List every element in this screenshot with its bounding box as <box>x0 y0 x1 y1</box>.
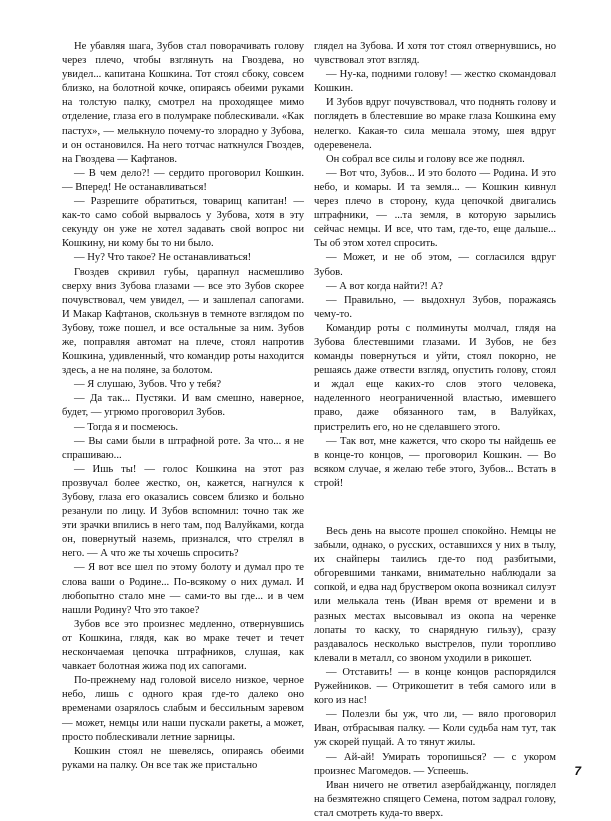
paragraph: Иван ничего не ответил азербайджанцу, поглядел на безмятежно спящего Семена, потом задрал голову, стал смотреть куда-то вверх. <box>314 779 556 819</box>
paragraph: Не убавляя шага, Зубов стал поворачивать голову через плечо, чтобы взглянуть на Гвоздева, но увидел... капитана Кошкина. Тот стоял сбоку, совсем близко, на болотной кочке, опираясь обеими руками на толстую палку, смотрел на проходящее мимо отделение, глаза его в полумраке поблескивали. «Как пастух», — мелькнуло почему-то злорадно у Зубова, и он остановился. На него тотчас наткнулся Гвоздев, на Гвоздева — Кафтанов. <box>62 41 304 165</box>
paragraph: — А вот когда найти?! А? <box>326 280 443 292</box>
paragraph: Командир роты с полминуты молчал, глядя на Зубова блестевшими глазами. И Зубов, не без команды повернуться и уйти, стоял покорно, не решаясь даже отвести взгляд, опустить голову, стоял и ждал еще каких-то слов этого человека, наделенного неограниченной властью, имевшего право, даже обязанного там, в Валуйках, пристрелить его, но не сделавшего этого. <box>314 322 556 433</box>
paragraph: — Тогда я и посмеюсь. <box>74 421 179 433</box>
paragraph: Он собрал все силы и голову все же поднял. <box>326 153 525 165</box>
paragraph: — Полезли бы уж, что ли, — вяло проговорил Иван, отбрасывая палку. — Коли судьба нам тут, так уж скорей пущай. А то тянут жилы. <box>314 709 556 749</box>
paragraph: — Так вот, мне кажется, что скоро ты найдешь ее в конце-то концов, — проговорил Кошкин. — Во всяком случае, я желаю тебе этого, Зубов... Встать в строй! <box>314 435 556 489</box>
paragraph: — Я вот все шел по этому болоту и думал про те слова ваши о Родине... По-всякому о них думал. И любопытно стало мне — сами-то вы где... и в чем нашли Родину? Что это такое? <box>62 562 304 616</box>
paragraph: — Правильно, — выдохнул Зубов, поражаясь чему-то. <box>314 294 556 320</box>
paragraph: — Вы сами были в штрафной роте. За что... я не спрашиваю... <box>62 435 304 461</box>
paragraph: Гвоздев скривил губы, царапнул насмешливо сверху вниз Зубова глазами — все это Зубов скорее почувствовал, чем увидел, — и зашлепал сапогами. И Макар Кафтанов, скользнув в темноте взглядом по Зубову, тоже пошел, и все остальные за ним. Зубов же, поправляя автомат на плече, стоял напротив Кошкина, удивленный, что командир роты находится здесь, а не на поляне, за болотом. <box>62 266 304 377</box>
paragraph: — Вот что, Зубов... И это болото — Родина. И это небо, и комары. И та земля... — Кошкин кивнул через плечо в сторону, куда цепочкой двигались штрафники, — ...та земля, в которую зарылись сейчас немцы. И все, что там, где-то, еще дальше... Ты об этом хотел спросить. <box>314 167 556 250</box>
paragraph: По-прежнему над головой висело низкое, черное небо, лишь с одного края где-то далеко оно временами озарялось слабым и бессильным заревом — может, немцы или наши пускали ракеты, а может, просто поблескивали летние зарницы. <box>62 675 304 743</box>
paragraph: — Может, и не об этом, — согласился вдруг Зубов. <box>314 252 556 278</box>
paragraph: — Да так... Пустяки. И вам смешно, наверное, будет, — угрюмо проговорил Зубов. <box>62 393 304 419</box>
left-column <box>62 40 304 773</box>
paragraph: Весь день на высоте прошел спокойно. Немцы не забыли, однако, о русских, оставшихся у них в тылу, их снайперы таились где-то под разбитыми, обгоревшими танками, внимательно наблюдали за сопкой, и едва над бруствером окопа возникал силуэт или мелькала тень (Иван время от времени и в разных местах высовывал из окопа на черенке лопаты то каску, то снарядную гильзу), сразу раздавалось несколько выстрелов, пули торопливо клевали в металл, со звоном уходили в рикошет. <box>314 526 556 664</box>
page-number: 7 <box>574 764 581 778</box>
paragraph: — В чем дело?! — сердито проговорил Кошкин. — Вперед! Не останавливаться! <box>62 167 304 193</box>
paragraph: — Ишь ты! — голос Кошкина на этот раз прозвучал более жестко, он, кажется, нагнулся к Зубову, глаза его оказались совсем близко и больно резанули по лицу. И Зубов вспомнил: точно так же эти зрачки впились в него там, под Валуйками, когда он, повернутый наземь, признался, что стрелял в него. — А что же ты хочешь спросить? <box>62 463 304 560</box>
paragraph: — Ну? Что такое? Не останавливаться! <box>74 252 252 264</box>
right-column <box>314 40 556 821</box>
section-break <box>314 491 556 525</box>
paragraph: — Отставить! — в конце концов распорядился Ружейников. — Отрикошетит в тебя самого или в кого из нас! <box>314 666 556 707</box>
paragraph: — Я слушаю, Зубов. Что у тебя? <box>74 379 222 391</box>
paragraph: Кошкин стоял не шевелясь, опираясь обеими руками на палку. Он все так же пристально <box>62 745 304 771</box>
paragraph: глядел на Зубова. И хотя тот стоял отвернувшись, но чувствовал этот взгляд. <box>314 41 556 67</box>
paragraph: — Ай-ай! Умирать торопишься? — с укором произнес Магомедов. — Успеешь. <box>314 751 556 777</box>
paragraph: И Зубов вдруг почувствовал, что поднять голову и поглядеть в блестевшие во мраке глаза Кошкина ему нелегко. Какая-то сила мешала этому, шея вдруг одеревенела. <box>314 97 556 151</box>
paragraph: — Ну-ка, подними голову! — жестко скомандовал Кошкин. <box>314 69 556 95</box>
paragraph: — Разрешите обратиться, товарищ капитан! — как-то само собой вырвалось у Зубова, хотя в эту секунду он уже не хотел задавать свой вопрос ни Кошкину, ни кому бы то ни было. <box>62 196 304 250</box>
paragraph: Зубов все это произнес медленно, отвернувшись от Кошкина, глядя, как во мраке течет и течет нескончаемая цепочка штрафников, слушая, как чавкает болотная жижа под их сапогами. <box>62 618 304 673</box>
